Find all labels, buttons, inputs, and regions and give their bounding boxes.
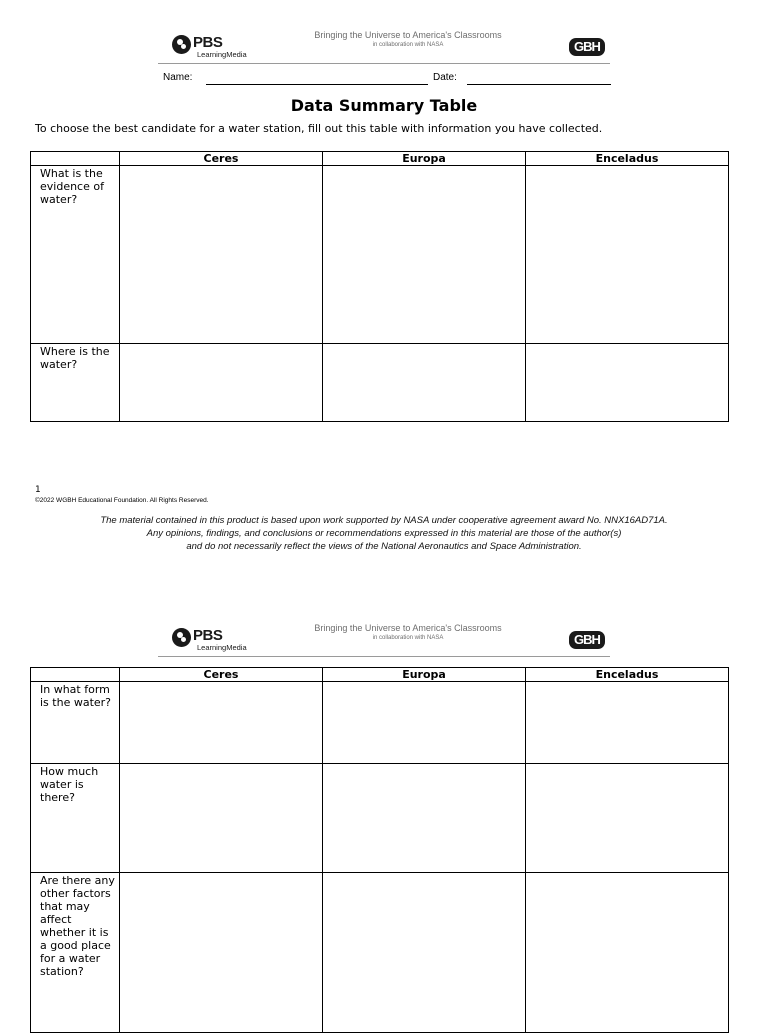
gbh-logo: GBH xyxy=(569,631,605,649)
answer-cell-enceladus[interactable] xyxy=(526,682,729,764)
answer-cell-ceres[interactable] xyxy=(120,166,323,344)
corner-header xyxy=(31,152,120,166)
answer-cell-ceres[interactable] xyxy=(120,764,323,873)
collab-text: in collaboration with NASA xyxy=(372,635,444,641)
answer-cell-europa[interactable] xyxy=(323,166,526,344)
answer-cell-europa[interactable] xyxy=(323,873,526,1033)
row-question: Where is the water? xyxy=(31,344,120,422)
table-header-row xyxy=(31,152,729,166)
disclaimer-line-3: and do not necessarily reflect the views of the National Aeronautics and Space Administration. xyxy=(186,541,582,552)
header-tagline xyxy=(304,623,512,643)
date-label: Date: xyxy=(433,72,457,83)
header-tagline xyxy=(304,30,512,50)
date-field[interactable] xyxy=(467,84,611,85)
tagline-text: Bringing the Universe to America's Classrooms xyxy=(314,623,502,633)
table-row xyxy=(31,166,729,344)
copyright: ©2022 WGBH Educational Foundation. All Rights Reserved. xyxy=(35,497,209,504)
row-question: What is the evidence of water? xyxy=(31,166,120,344)
column-header-enceladus: Enceladus xyxy=(526,152,729,166)
row-question: In what form is the water? xyxy=(31,682,120,764)
answer-cell-ceres[interactable] xyxy=(120,344,323,422)
table-row xyxy=(31,344,729,422)
answer-cell-enceladus[interactable] xyxy=(526,873,729,1033)
tagline-text: Bringing the Universe to America's Classrooms xyxy=(314,30,502,40)
disclaimer-line-2: Any opinions, findings, and conclusions or recommendations expressed in this material are those of the author(s) xyxy=(146,528,622,539)
answer-cell-europa[interactable] xyxy=(323,682,526,764)
page-header xyxy=(158,30,610,64)
page-title: Data Summary Table xyxy=(290,96,478,115)
collab-text: in collaboration with NASA xyxy=(372,42,444,48)
pbs-head-icon xyxy=(172,628,191,647)
disclaimer-line-1: The material contained in this product is based upon work supported by NASA under cooperative agreement award No. NNX16AD71A. xyxy=(100,515,668,526)
header-divider xyxy=(158,656,610,657)
answer-cell-enceladus[interactable] xyxy=(526,344,729,422)
answer-cell-europa[interactable] xyxy=(323,344,526,422)
answer-cell-enceladus[interactable] xyxy=(526,166,729,344)
pbs-head-icon xyxy=(172,35,191,54)
pbs-logo-subtext: LearningMedia xyxy=(197,643,247,652)
header-divider xyxy=(158,63,610,64)
answer-cell-ceres[interactable] xyxy=(120,873,323,1033)
row-question: How much water is there? xyxy=(31,764,120,873)
nasa-disclaimer xyxy=(0,514,768,553)
data-summary-table-2 xyxy=(30,667,729,1033)
column-header-enceladus: Enceladus xyxy=(526,668,729,682)
table-row xyxy=(31,682,729,764)
answer-cell-europa[interactable] xyxy=(323,764,526,873)
instructions: To choose the best candidate for a water station, fill out this table with information you have collected. xyxy=(35,122,603,135)
table-row xyxy=(31,764,729,873)
pbs-logo-text: PBS xyxy=(193,627,223,644)
pbs-logo-subtext: LearningMedia xyxy=(197,50,247,59)
corner-header xyxy=(31,668,120,682)
pbs-logo-text: PBS xyxy=(193,34,223,51)
answer-cell-enceladus[interactable] xyxy=(526,764,729,873)
column-header-europa: Europa xyxy=(323,668,526,682)
gbh-logo: GBH xyxy=(569,38,605,56)
name-field[interactable] xyxy=(206,84,428,85)
data-summary-table-1 xyxy=(30,151,729,422)
column-header-ceres: Ceres xyxy=(120,668,323,682)
page-header-2 xyxy=(158,623,610,657)
name-label: Name: xyxy=(163,72,193,83)
pbs-learningmedia-logo xyxy=(172,628,247,652)
column-header-ceres: Ceres xyxy=(120,152,323,166)
answer-cell-ceres[interactable] xyxy=(120,682,323,764)
table-row xyxy=(31,873,729,1033)
page-number: 1 xyxy=(35,485,41,495)
row-question: Are there any other factors that may affect whether it is a good place for a water station? xyxy=(31,873,120,1033)
column-header-europa: Europa xyxy=(323,152,526,166)
table-header-row xyxy=(31,668,729,682)
pbs-learningmedia-logo xyxy=(172,35,247,59)
